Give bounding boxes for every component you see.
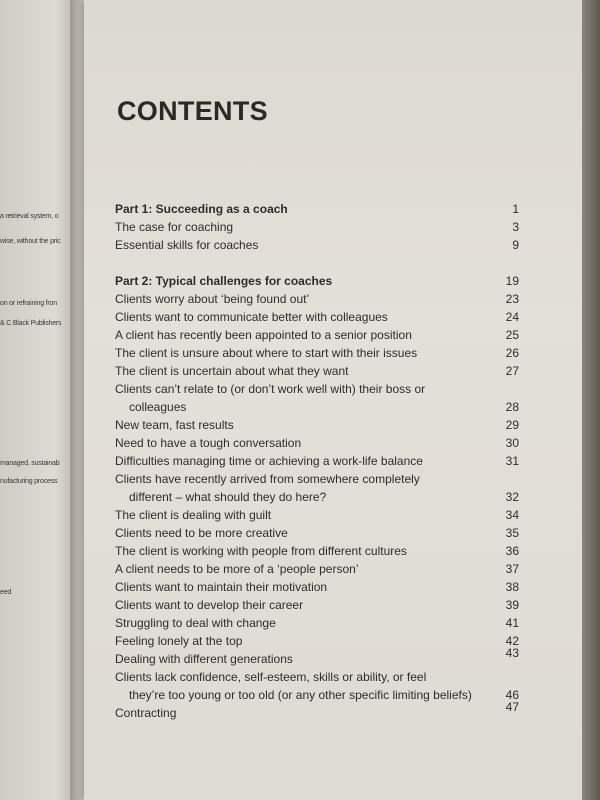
toc-entry [115,506,519,524]
left-page-text-fragment: managed, sustainab [0,460,60,467]
toc-entry-title: Feeling lonely at the top [115,634,243,648]
toc-entry [115,398,519,416]
toc-entry [115,560,519,578]
toc-entry-title: The client is working with people from different cultures [115,544,407,558]
toc-entry [115,380,515,398]
toc-entry-page-number: 25 [505,328,519,342]
toc-entry [115,646,519,668]
left-page-text-fragment: eed [0,589,12,596]
left-page-text-fragment: on or refraining fron [0,300,57,307]
left-page-text-fragment: nufacturing process [0,478,58,485]
toc-entry-page-number: 1 [512,202,519,216]
toc-entry-title: The case for coaching [115,220,234,234]
toc-entry-title: Part 1: Succeeding as a coach [115,202,288,216]
toc-entry [115,218,519,236]
left-page-text-fragment: wise, without the pric [0,238,61,245]
toc-entry-title: Clients can’t relate to (or don’t work well with) their boss or [115,382,426,396]
toc-entry [115,362,519,380]
toc-entry-page-number: 26 [505,346,519,360]
toc-entry [115,326,519,344]
toc-entry [115,470,515,488]
toc-entry-page-number: 37 [505,562,519,576]
toc-entry-title: A client has recently been appointed to a senior position [115,328,412,342]
toc-entry [115,686,519,704]
table-of-contents [115,200,519,722]
toc-entry [115,452,519,470]
toc-entry-page-number: 9 [512,238,519,252]
toc-entry-page-number: 29 [505,418,519,432]
toc-entry [115,272,519,290]
toc-entry-title: Clients lack confidence, self-esteem, skills or ability, or feel [115,670,427,684]
toc-entry-page-number: 28 [505,400,519,414]
toc-entry-page-number: 30 [505,436,519,450]
toc-entry [115,290,519,308]
toc-entry [115,344,519,362]
toc-entry-title: Dealing with different generations [115,652,293,666]
toc-entry [115,542,519,560]
toc-entry [115,236,519,254]
left-page-text-fragment: & C Black Publishers [0,320,62,327]
toc-entry-title: Part 2: Typical challenges for coaches [115,274,333,288]
toc-entry [115,416,519,434]
toc-entry-title: Clients worry about ‘being found out’ [115,292,310,306]
toc-entry [115,700,519,722]
toc-entry-title: Contracting [115,706,177,720]
toc-entry [115,578,519,596]
right-page [84,0,582,800]
toc-entry-page-number: 47 [505,700,519,714]
toc-entry-page-number: 39 [505,598,519,612]
page-title: CONTENTS [117,96,268,126]
toc-entry-page-number: 32 [505,490,519,504]
toc-entry-page-number: 43 [505,646,519,660]
toc-entry [115,434,519,452]
toc-entry-title: Struggling to deal with change [115,616,276,630]
toc-entry-page-number: 36 [505,544,519,558]
toc-entry-title: Essential skills for coaches [115,238,259,252]
left-page [0,0,78,800]
toc-entry [115,668,515,686]
toc-entry-title: The client is dealing with guilt [115,508,272,522]
toc-entry-title: colleagues [129,400,187,414]
toc-entry-page-number: 19 [505,274,519,288]
left-page-text-fragment: a retrieval system, o [0,213,59,220]
toc-entry-title: Clients need to be more creative [115,526,288,540]
toc-entry [115,632,519,650]
toc-entry-page-number: 35 [505,526,519,540]
toc-entry [115,488,519,506]
toc-entry-title: A client needs to be more of a ‘people person’ [115,562,359,576]
toc-entry-page-number: 46 [505,688,519,702]
toc-entry-title: Clients want to develop their career [115,598,304,612]
toc-entry-page-number: 41 [505,616,519,630]
toc-entry-page-number: 34 [505,508,519,522]
toc-entry-title: Clients have recently arrived from somewhere completely [115,472,420,486]
toc-entry-page-number: 38 [505,580,519,594]
toc-entry-page-number: 42 [505,634,519,648]
toc-entry-page-number: 27 [505,364,519,378]
toc-entry-title: they’re too young or too old (or any other specific limiting beliefs) [129,688,472,702]
toc-entry-page-number: 31 [505,454,519,468]
toc-entry-title: Clients want to communicate better with colleagues [115,310,388,324]
toc-entry-page-number: 24 [505,310,519,324]
toc-entry-title: New team, fast results [115,418,234,432]
toc-entry-title: Need to have a tough conversation [115,436,302,450]
toc-entry [115,524,519,542]
toc-entry [115,614,519,632]
toc-entry [115,596,519,614]
toc-entry [115,200,519,218]
toc-entry [115,308,519,326]
toc-entry-title: different – what should they do here? [129,490,327,504]
toc-entry-page-number: 3 [512,220,519,234]
toc-entry-title: The client is unsure about where to start with their issues [115,346,418,360]
toc-entry-title: The client is uncertain about what they want [115,364,349,378]
toc-entry-title: Difficulties managing time or achieving a work-life balance [115,454,423,468]
toc-entry-page-number: 23 [505,292,519,306]
book-edge [582,0,600,800]
toc-entry-title: Clients want to maintain their motivation [115,580,328,594]
